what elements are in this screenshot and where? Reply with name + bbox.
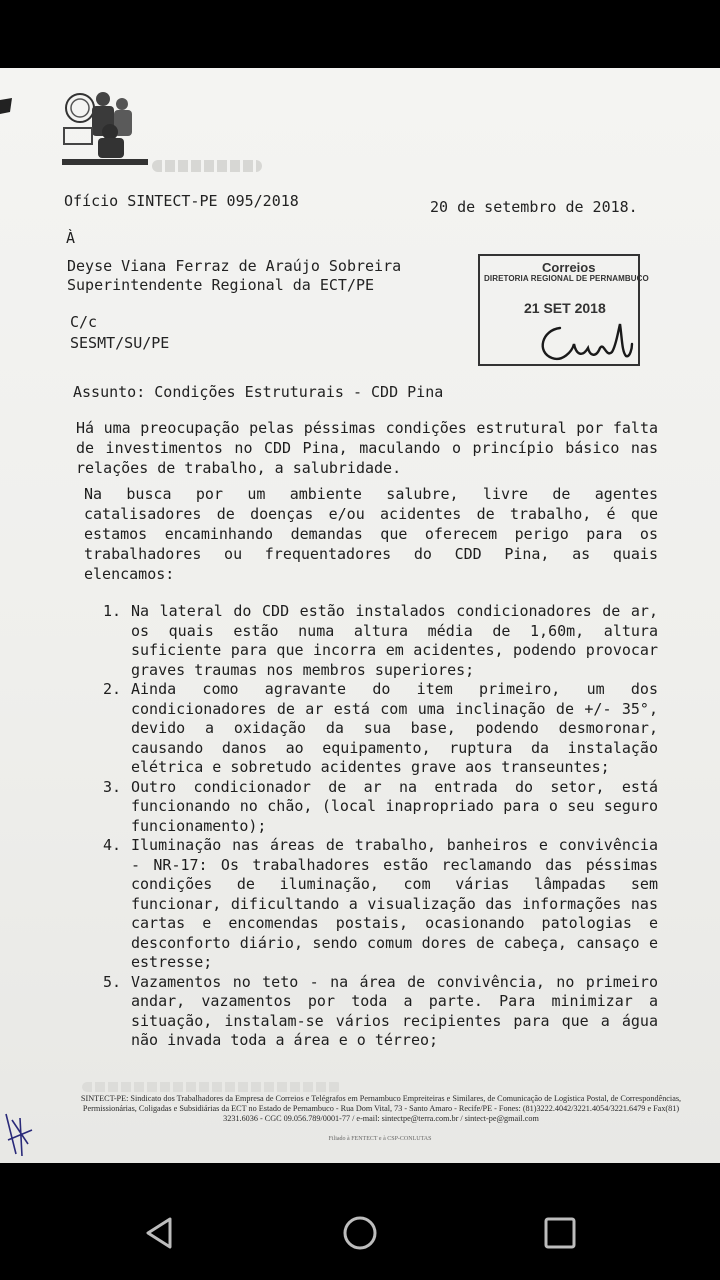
union-footer: SINTECT-PE: Sindicato dos Trabalhadores da Empresa de Correios e Telégrafos em Pernambuco Empreiteiras e Similares, de Comunicação de Logística Postal, de Correspondências, Permissionárias, Coligadas e Subsidiárias da ECT no Estado de Pernambuco - Rua Dom Vital, 73 - Santo Amaro - Recife/PE - Fones: (81)3222.4042/3221.4054/3221.6479 e Fax(81) 3231.6036 - CGC 09.056.789/0001-77 / e-mail: sintectpe@terra.com.br / sintect-pe@gmail.com — [80, 1094, 682, 1123]
received-stamp — [478, 254, 649, 366]
item-number: 5. — [103, 972, 122, 991]
item-text: Outro condicionador de ar na entrada do setor, está funcionando no chão, (local inapropriado para o seu seguro funcionamento); — [131, 777, 658, 835]
signature — [532, 318, 640, 366]
status-bar — [0, 0, 720, 68]
salutation: À — [66, 229, 76, 247]
list-item — [103, 602, 658, 680]
item-text: Na lateral do CDD estão instalados condicionadores de ar, os quais estão numa altura média de 1,60m, altura suficiente para que incorra em acidentes, podendo provocar graves traumas nos membros superiores; — [131, 602, 658, 679]
list-item — [103, 973, 658, 1051]
intro-paragraph: Há uma preocupação pelas péssimas condições estrutural por falta de investimentos no CDD Pina, maculando o princípio básico nas relações de trabalho, a salubridade. — [76, 419, 658, 477]
subject-line: Assunto: Condições Estruturais - CDD Pina — [73, 383, 444, 401]
reference-number: Ofício SINTECT-PE 095/2018 — [64, 192, 299, 210]
list-item — [103, 778, 658, 837]
back-icon[interactable] — [140, 1213, 180, 1253]
document-photo — [0, 68, 720, 1163]
logo-band — [152, 160, 262, 172]
cc-recipient: SESMT/SU/PE — [70, 334, 170, 352]
list-item — [103, 680, 658, 778]
stamp-unit: DIRETORIA REGIONAL DE PERNAMBUCO — [484, 274, 649, 283]
list-item — [103, 836, 658, 973]
demands-paragraph: Na busca por um ambiente salubre, livre de agentes catalisadores de doenças e/ou acidentes de trabalho, é que estamos encaminhando demandas que oferecem perigo para os trabalhadores ou frequentadores do CDD Pina, as quais elencamos: — [84, 485, 658, 583]
stamp-date: 21 SET 2018 — [524, 300, 606, 316]
item-number: 3. — [103, 777, 122, 796]
item-text: Vazamentos no teto - na área de convivência, no primeiro andar, vazamentos por toda a parte. Para minimizar a situação, instalam-se vários recipientes para que a água não invada toda a área e o térreo; — [131, 972, 658, 1049]
item-text: Ainda como agravante do item primeiro, um dos condicionadores de ar está com uma inclinação de +/- 35°, devido a oxidação da sua base, podendo desmoronar, causando danos ao equipamento, ruptura da instalação elétrica e sobretudo acidentes grave aos transeuntes; — [131, 680, 658, 776]
navigation-bar — [0, 1163, 720, 1280]
recipient-title: Superintendente Regional da ECT/PE — [67, 276, 375, 294]
letter-date: 20 de setembro de 2018. — [430, 198, 638, 216]
item-text: Iluminação nas áreas de trabalho, banheiros e convivência - NR-17: Os trabalhadores estão reclamando das péssimas condições de iluminação, com várias lâmpadas sem funcionar, dificultando a visualização das informações nas cartas e encomendas postais, ocasionando patologias e desconforto diário, sendo comum dores de cabeça, cansaço e estresse; — [131, 836, 658, 971]
stamp-brand: Correios — [542, 260, 596, 275]
item-number: 2. — [103, 680, 122, 698]
corner-mark — [0, 96, 14, 116]
home-icon[interactable] — [340, 1213, 380, 1253]
demands-list — [103, 602, 658, 1051]
margin-scribble — [2, 1110, 36, 1160]
item-number: 4. — [103, 836, 122, 854]
union-logo — [58, 84, 152, 174]
footer-band — [82, 1082, 342, 1092]
affiliation-line: Filiado à FENTECT e à CSP-CONLUTAS — [328, 1136, 432, 1142]
item-number: 1. — [103, 602, 122, 620]
recipient-name: Deyse Viana Ferraz de Araújo Sobreira — [67, 257, 402, 275]
recent-apps-icon[interactable] — [540, 1213, 580, 1253]
cc-label: C/c — [70, 313, 98, 331]
